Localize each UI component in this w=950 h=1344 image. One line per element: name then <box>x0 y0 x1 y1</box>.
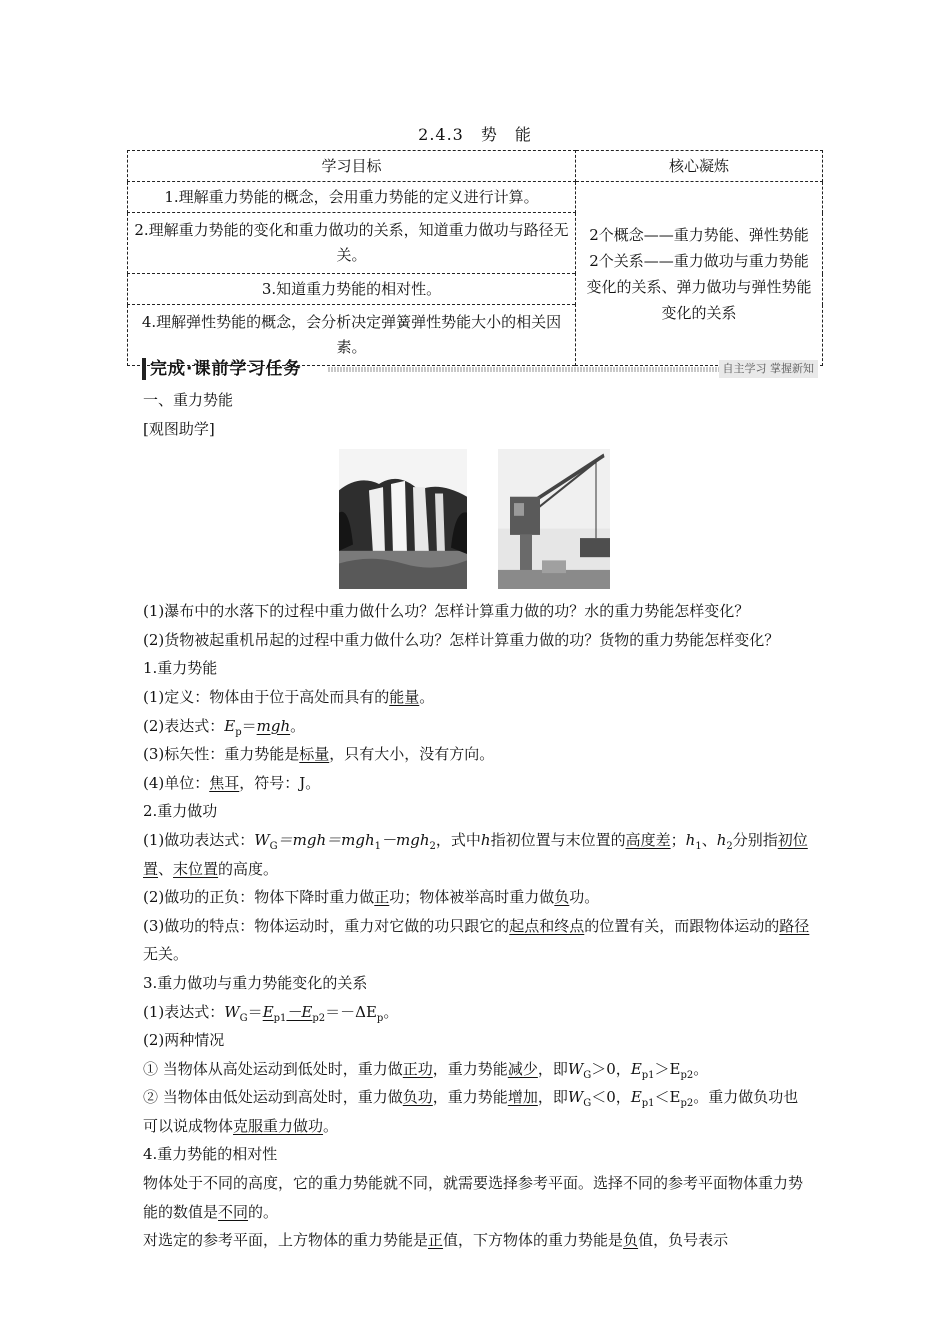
text: 分别指 <box>732 830 778 849</box>
answer-blank: 负功 <box>402 1088 433 1107</box>
subscript: G <box>583 1098 592 1110</box>
text: ，式中 <box>435 830 481 849</box>
subscript: 1 <box>695 840 702 852</box>
text: ，只有大小，没有方向。 <box>329 745 495 764</box>
text: 功；物体被举高时重力做 <box>389 888 555 907</box>
part-4-paragraph-1 <box>143 1169 813 1226</box>
core-summary <box>576 182 823 366</box>
core-summary-line-1: 2个概念——重力势能、弹性势能 <box>589 225 809 244</box>
answer-blank: 高度差 <box>625 830 671 849</box>
text: (2)表达式： <box>143 716 225 735</box>
question-2: (2)货物被起重机吊起的过程中重力做什么功？怎样计算重力做的功？货物的重力势能怎样变化？ <box>143 630 780 649</box>
text: 的高度。 <box>218 859 279 878</box>
text: 值，下方物体的重力势能是 <box>443 1231 624 1250</box>
text: 对选定的参考平面，上方物体的重力势能是 <box>143 1231 429 1250</box>
symbol: h <box>480 830 491 849</box>
symbol: W <box>254 830 270 849</box>
subscript: G <box>583 1069 592 1081</box>
waterfall-photo <box>339 449 467 589</box>
symbol: h <box>685 830 696 849</box>
learning-goals-table <box>127 150 823 366</box>
text: 的。 <box>248 1202 279 1221</box>
text: ＝－ΔE <box>325 1002 377 1021</box>
text: 指初位置与末位置的 <box>490 830 626 849</box>
symbol: h <box>716 830 727 849</box>
goal-item-2: 2.理解重力势能的变化和重力做功的关系，知道重力做功与路径无关。 <box>128 213 576 274</box>
text: (3)标矢性：重力势能是 <box>143 745 300 764</box>
text: ，重力势能 <box>432 1088 508 1107</box>
part-1-scalar <box>143 740 813 769</box>
crane-photo <box>498 449 610 589</box>
part-1-definition <box>143 683 813 712</box>
answer-blank: mgh <box>256 716 291 735</box>
text: ，即 <box>537 1059 568 1078</box>
section-heading: 一、重力势能 <box>143 391 234 409</box>
text: 。 <box>290 716 306 735</box>
subscript: 1 <box>374 840 382 852</box>
part-3-expression <box>143 998 813 1027</box>
symbol: －mgh <box>381 830 430 849</box>
answer-blank: 起点和终点 <box>509 916 585 935</box>
goal-item-3: 3.知道重力势能的相对性。 <box>128 274 576 305</box>
subscript: p <box>235 726 242 738</box>
text: (4)单位： <box>143 773 210 792</box>
part-3-case-2 <box>143 1083 813 1140</box>
text: ； <box>670 830 686 849</box>
subscript: p2 <box>680 1069 694 1081</box>
subscript: p <box>376 1012 384 1024</box>
text: ＝ <box>247 1002 263 1021</box>
subscript: p2 <box>312 1012 326 1024</box>
text: 。 <box>383 1002 399 1021</box>
answer-blank: 不同 <box>218 1202 249 1221</box>
subscript: G <box>269 840 278 852</box>
text: ＜0， <box>591 1088 631 1107</box>
subscript: p1 <box>641 1069 655 1081</box>
text: (2)做功的正负：物体下降时重力做 <box>143 888 375 907</box>
question-1: (1)瀑布中的水落下的过程中重力做什么功？怎样计算重力做的功？水的重力势能怎样变化？ <box>143 602 750 621</box>
core-summary-line-2: 2个关系——重力做功与重力势能变化的关系、弹力做功与弹性势能变化的关系 <box>586 251 812 322</box>
part-2-feature <box>143 912 813 969</box>
text: 无关。 <box>143 945 189 964</box>
page-title: 2.4.3 势 能 <box>418 125 532 144</box>
subscript: 2 <box>429 840 436 852</box>
goal-item-4: 4.理解弹性势能的概念，会分析决定弹簧弹性势能大小的相关因素。 <box>128 305 576 366</box>
part-2-sign <box>143 883 813 912</box>
symbol: W <box>224 1002 240 1021</box>
banner-label: 完成·课前学习任务 <box>150 359 302 379</box>
answer-blank: 正 <box>428 1231 444 1250</box>
answer-blank: 路径 <box>779 916 810 935</box>
answer-blank: E <box>262 1002 274 1021</box>
text: (3)做功的特点：物体运动时，重力对它做的功只跟它的 <box>143 916 510 935</box>
text: (1)表达式： <box>143 1002 225 1021</box>
text: 、 <box>701 830 717 849</box>
banner-tagline: 自主学习 掌握新知 <box>719 360 819 378</box>
core-header: 核心凝炼 <box>576 151 823 182</box>
goal-item-1: 1.理解重力势能的概念，会用重力势能的定义进行计算。 <box>128 182 576 213</box>
part-4-paragraph-2 <box>143 1226 813 1255</box>
text: 的位置有关，而跟物体运动的 <box>584 916 780 935</box>
document-body <box>143 386 813 1255</box>
answer-blank: 负 <box>623 1231 639 1250</box>
part-1-heading: 1.重力势能 <box>143 659 218 678</box>
symbol: W <box>567 1059 584 1078</box>
answer-blank: 正 <box>374 888 390 907</box>
text: ＜E <box>654 1088 681 1107</box>
text: 。重力做负功也可以说成物体 <box>143 1088 799 1135</box>
text: 物体处于不同的高度，它的重力势能就不同，就需要选择参考平面。选择不同的参考平面物体重力势能的数值是 <box>143 1174 804 1221</box>
text: 值，负号表示 <box>638 1231 729 1250</box>
goals-header: 学习目标 <box>128 151 576 182</box>
answer-blank: 正功 <box>402 1059 433 1078</box>
text: 。 <box>419 687 435 706</box>
part-4-heading: 4.重力势能的相对性 <box>143 1145 278 1164</box>
answer-blank: 减少 <box>507 1059 538 1078</box>
subscript: G <box>239 1012 248 1024</box>
symbol: E <box>630 1088 642 1107</box>
text: ，重力势能 <box>432 1059 508 1078</box>
answer-blank: 标量 <box>299 745 330 764</box>
text: ，即 <box>537 1088 568 1107</box>
answer-blank: 焦耳 <box>209 773 240 792</box>
text: ② 当物体由低处运动到高处时，重力做 <box>143 1088 403 1107</box>
answer-blank: 初位置 <box>143 830 808 878</box>
part-2-heading: 2.重力做功 <box>143 802 218 821</box>
text: ＝ <box>241 716 257 735</box>
answer-blank: 克服重力做功 <box>233 1116 324 1135</box>
text: ＞0， <box>591 1059 631 1078</box>
part-3-cases: (2)两种情况 <box>143 1031 225 1050</box>
part-2-formula <box>143 826 813 883</box>
answer-blank: 负 <box>554 888 570 907</box>
subscript: p1 <box>641 1098 655 1110</box>
text: (1)做功表达式： <box>143 830 255 849</box>
text: ＞E <box>654 1059 681 1078</box>
banner-bar <box>142 358 146 380</box>
symbol: ＝mgh＝mgh <box>277 830 375 849</box>
part-1-unit <box>143 769 813 798</box>
text: ，符号：J。 <box>239 773 321 792</box>
subscript: p2 <box>680 1098 694 1110</box>
text: 功。 <box>569 888 600 907</box>
photo-row <box>143 443 813 597</box>
symbol: E <box>630 1059 642 1078</box>
section-banner <box>142 358 818 380</box>
text: 、 <box>158 859 174 878</box>
text: 。 <box>323 1116 339 1135</box>
answer-blank: －E <box>286 1002 313 1021</box>
section-subheading: [观图助学] <box>143 419 215 438</box>
symbol: E <box>224 716 236 735</box>
answer-blank: 能量 <box>389 687 420 706</box>
part-1-expression <box>143 712 813 741</box>
part-3-case-1 <box>143 1055 813 1084</box>
part-3-heading: 3.重力做功与重力势能变化的关系 <box>143 973 368 992</box>
answer-blank: 增加 <box>507 1088 538 1107</box>
text: 。 <box>693 1059 709 1078</box>
subscript: p1 <box>273 1012 287 1024</box>
text: (1)定义：物体由于位于高处而具有的 <box>143 687 390 706</box>
symbol: W <box>567 1088 584 1107</box>
text: ① 当物体从高处运动到低处时，重力做 <box>143 1059 403 1078</box>
answer-blank: 末位置 <box>173 859 219 878</box>
subscript: 2 <box>726 840 733 852</box>
